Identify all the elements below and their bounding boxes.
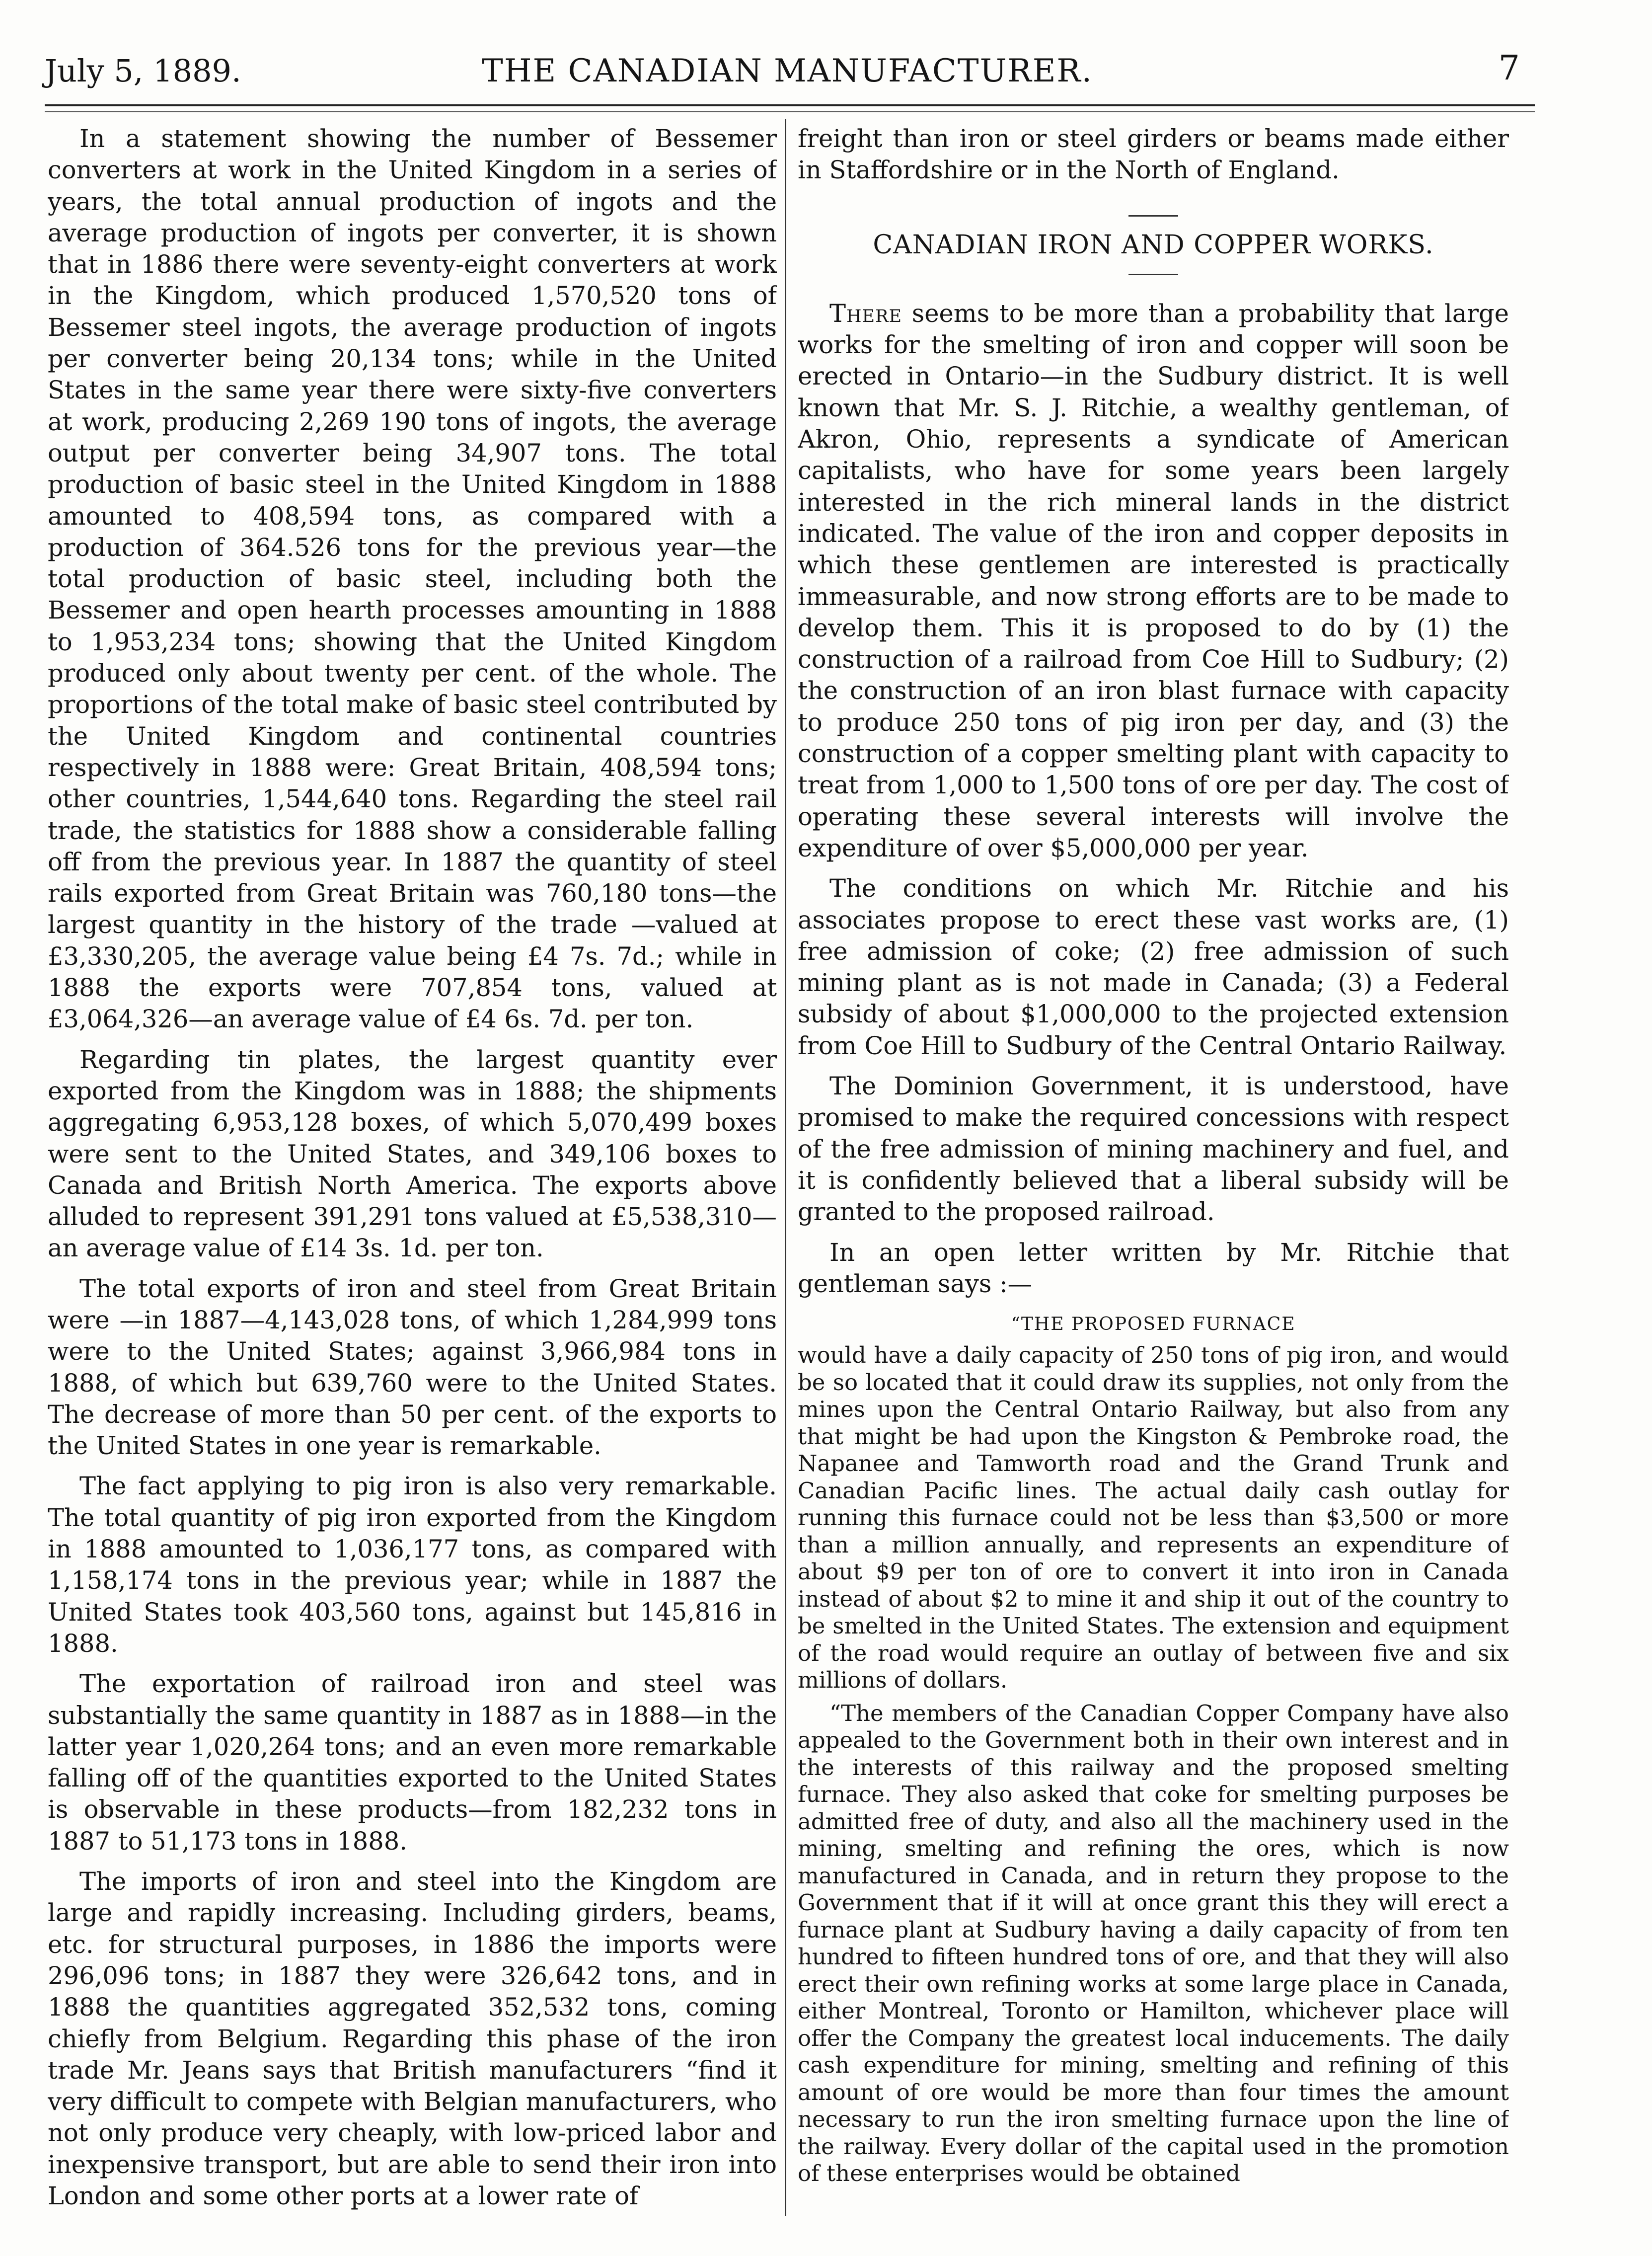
lead-text: seems to be more than a probability that large works for the smelting of iron and copper will soon be erected in Ontario—in the Sudbury district. It is well known that Mr. S. J. Ritchie, a wealthy gentleman, of Akron, Ohio, represents a syndicate of American capitalists, who have for some years been largely interested in the rich mineral lands in the district indicated. The value of the iron and copper deposits in which these gentlemen are interested is practically immeasurable, and now strong efforts are to be made to develop them. This it is proposed to do by (1) the construction of a railroad from Coe Hill to Sudbury; (2) the construction of an iron blast furnace with capacity to produce 250 tons of pig iron per day, and (3) the construction of a copper smelting plant with capacity to treat from 1,000 to 1,500 tons of ore per day. The cost of operating these several interests will involve the expenditure of over $5,000,000 per year. (798, 299, 1509, 862)
paragraph: Regarding tin plates, the largest quantity ever exported from the Kingdom was in 1888; the shipments aggregating 6,953,128 boxes, of which 5,070,499 boxes were sent to the United States, and 349,106 boxes to Canada and British North America. The exports above alluded to represent 391,291 tons valued at £5,538,310—an average value of £14 3s. 1d. per ton. (48, 1045, 777, 1263)
paragraph: The total exports of iron and steel from Great Britain were —in 1887—4,143,028 tons, of which 1,284,999 tons were to the United States; against 3,966,984 tons in 1888, of which but 639,760 were to the United States. The decrease of more than 50 per cent. of the exports to the United States in one year is remarkable. (48, 1274, 777, 1461)
continued-paragraph: freight than iron or steel girders or beams made either in Staffordshire or in the North of England. (798, 124, 1509, 185)
right-column (798, 123, 1509, 2220)
lead-paragraph (798, 298, 1509, 864)
left-column (48, 123, 777, 2220)
paragraph: In an open letter written by Mr. Ritchie that gentleman says :— (798, 1238, 1509, 1298)
masthead (45, 35, 1530, 99)
page-number: 7 (1498, 49, 1520, 88)
publication-title: THE CANADIAN MANUFACTURER. (482, 53, 1093, 89)
quote-paragraph: “The members of the Canadian Copper Company have also appealed to the Government both in their own interest and in the interests of this railway and the proposed smelting furnace. They also asked that coke for smelting purposes be admitted free of duty, and also all the machinery used in the mining, smelting and refining the ores, which is now manufactured in Canada, and in return they propose to the Government that if it will at once grant this they will erect a furnace plant at Sudbury having a daily capacity of from ten hundred to fifteen hundred tons of ore, and that they will also erect their own refining works at some large place in Canada, either Montreal, Toronto or Hamilton, whichever place will offer the Company the greatest local inducements. The daily cash expenditure for mining, smelting and refining of this amount of ore would be more than four times the amount necessary to run the iron smelting furnace upon the line of the railway. Every dollar of the capital used in the promotion of these enterprises would be obtained (798, 1700, 1509, 2187)
quote-heading: “THE PROPOSED FURNACE (1011, 1314, 1296, 1335)
paragraph: In a statement showing the number of Bessemer converters at work in the United Kingdom in a series of years, the total annual production of ingots and the average production of ingots per converter, it is shown that in 1886 there were seventy-eight converters at work in the Kingdom, which produced 1,570,520 tons of Bessemer steel ingots, the average production of ingots per converter being 20,134 tons; while in the United States in the same year there were sixty-five converters at work, producing 2,269 190 tons of ingots, the average output per converter being 34,907 tons. The total production of basic steel in the United Kingdom in 1888 amounted to 408,594 tons, as compared with a production of 364.526 tons for the previous year—the total production of basic steel, including both the Bessemer and open hearth processes amounting in 1888 to 1,953,234 tons; showing that the United Kingdom produced only about twenty per cent. of the whole. The proportions of the total make of basic steel contributed by the United Kingdom and continental countries respectively in 1888 were: Great Britain, 408,594 tons; other countries, 1,544,640 tons. Regarding the steel rail trade, the statistics for 1888 show a considerable falling off from the previous year. In 1887 the quantity of steel rails exported from Great Britain was 760,180 tons—the largest quantity in the history of the trade —valued at £3,330,205, the average value being £4 7s. 7d.; while in 1888 the exports were 707,854 tons, valued at £3,064,326—an average value of £4 6s. 7d. per ton. (48, 124, 777, 1034)
quote-paragraph: would have a daily capacity of 250 tons of pig iron, and would be so located that it could draw its supplies, not only from the mines upon the Central Ontario Railway, but also from any that might be had upon the Kingston & Pembroke road, the Napanee and Tamworth road and the Grand Trunk and Canadian Pacific lines. The actual daily cash outlay for running this furnace could not be less than $3,500 or more than a million annually, and represents an expenditure of about $9 per ton of ore to convert it into iron in Canada instead of about $2 to mine it and ship it out of the country to be smelted in the United States. The extension and equipment of the road would require an outlay of between five and six millions of dollars. (798, 1342, 1509, 1694)
header-rule-thin (45, 111, 1535, 112)
paragraph: The exportation of railroad iron and steel was substantially the same quantity in 1887 as in 1888—in the latter year 1,020,264 tons; and an even more remarkable falling off of the quantities exported to the United States is observable in these products—from 182,232 tons in 1887 to 51,173 tons in 1888. (48, 1669, 777, 1856)
paragraph: The Dominion Government, it is understood, have promised to make the required concessions with respect of the free admission of mining machinery and fuel, and it is confidently believed that a liberal subsidy will be granted to the proposed railroad. (798, 1072, 1509, 1227)
paragraph: The imports of iron and steel into the Kingdom are large and rapidly increasing. Including girders, beams, etc. for structural purposes, in 1886 the imports were 296,096 tons; in 1887 they were 326,642 tons, and in 1888 the quantities aggregated 352,532 tons, coming chiefly from Belgium. Regarding this phase of the iron trade Mr. Jeans says that British manufacturers “find it very difficult to compete with Belgian manufacturers, who not only produce very cheaply, with low-priced labor and inexpensive transport, but are able to send their iron into London and some other ports at a lower rate of (48, 1867, 777, 2210)
header-rule (45, 104, 1535, 106)
article-heading: CANADIAN IRON AND COPPER WORKS. (798, 215, 1509, 275)
paragraph: The conditions on which Mr. Ritchie and his associates propose to erect these vast works are, (1) free admission of coke; (2) free admission of such mining plant as is not made in Canada; (3) a Federal subsidy of about $1,000,000 to the projected extension from Coe Hill to Sudbury of the Central Ontario Railway. (798, 874, 1509, 1060)
column-divider (785, 119, 786, 2216)
quoted-letter (798, 1342, 1509, 2187)
issue-date: July 5, 1889. (45, 53, 241, 89)
paragraph: The fact applying to pig iron is also very remarkable. The total quantity of pig iron exported from the Kingdom in 1888 amounted to 1,036,177 tons, as compared with 1,158,174 tons in the previous year; while in 1887 the United States took 403,560 tons, against but 145,816 in 1888. (48, 1472, 777, 1658)
lead-word: There (829, 299, 902, 328)
